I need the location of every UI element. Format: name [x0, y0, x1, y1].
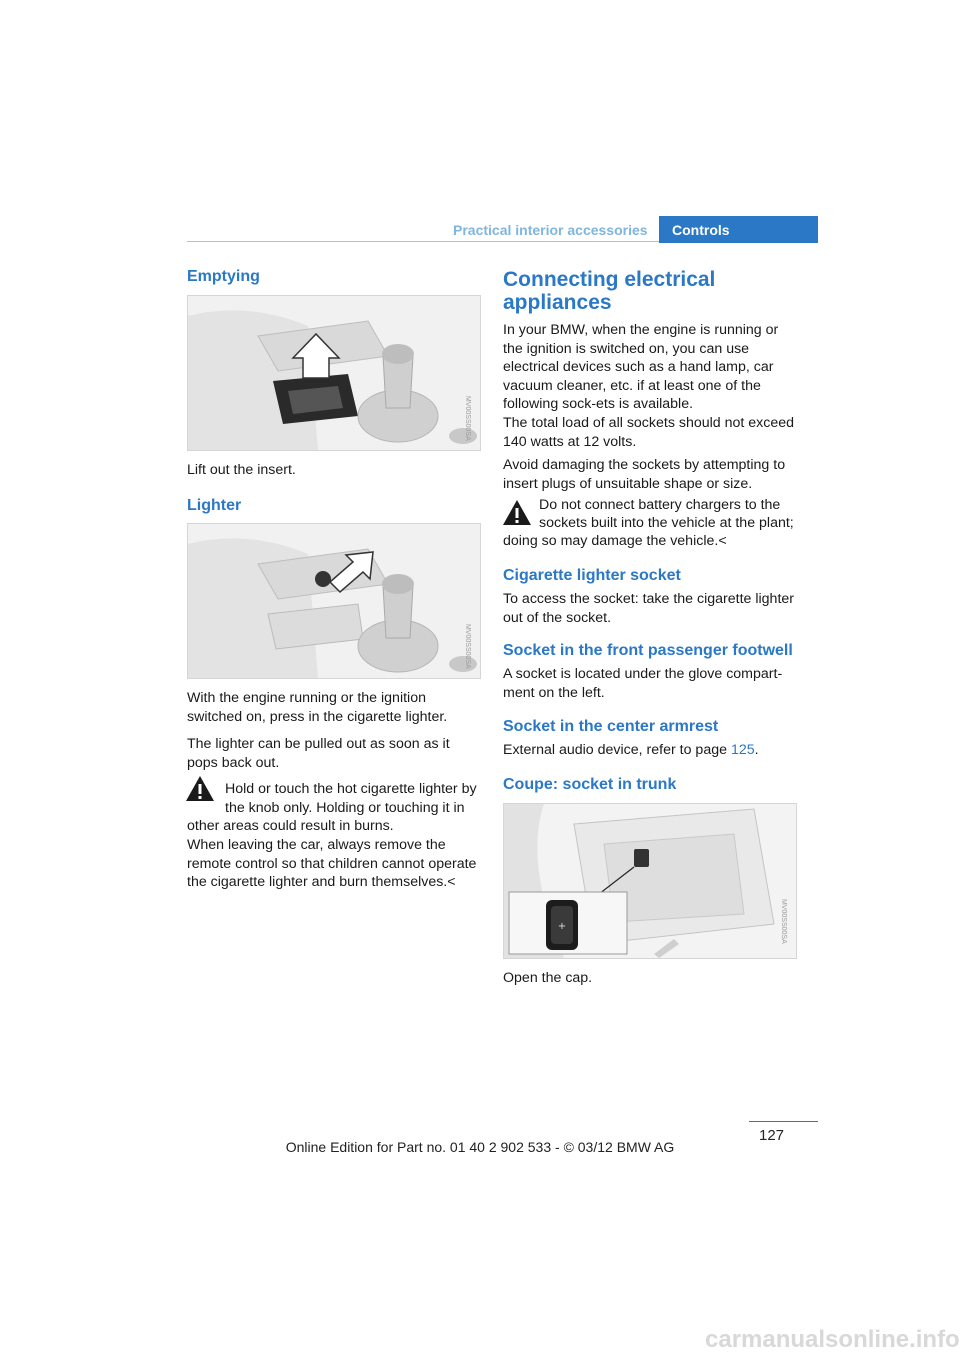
- plugs-paragraph: Avoid damaging the sockets by attempting to insert plugs of unsuitable shape or size.: [503, 457, 786, 492]
- charger-warning-line-2: sockets built into the vehicle at the plant;: [539, 515, 794, 531]
- trunk-caption: Open the cap.: [503, 970, 593, 986]
- lighter-paragraph-1: With the engine running or the ignition switched on, press in the cigarette lighter.: [187, 690, 448, 725]
- lighter-heading: Lighter: [187, 497, 242, 514]
- armrest-socket-text: [503, 741, 799, 760]
- emptying-figure: [187, 295, 481, 451]
- cigarette-socket-heading: Cigarette lighter socket: [503, 567, 681, 584]
- cigarette-socket-text: To access the socket: take the cigarette lighter out of the socket.: [503, 591, 794, 626]
- armrest-socket-heading: Socket in the center armrest: [503, 718, 719, 735]
- figure-code: MV00SS00SA: [780, 899, 787, 944]
- armrest-period: .: [754, 742, 759, 758]
- header-chapter-tab: Controls: [659, 216, 818, 243]
- lighter-warning-p2-text: When leaving the car, always remove the remote control so that children cannot operate the cigarette lighter and burn themselves.: [187, 837, 477, 890]
- watermark-logo: carmanualsonline.info: [705, 1326, 960, 1353]
- warning-icon: [502, 499, 532, 526]
- charger-warning-line-1: Do not connect battery chargers to the: [539, 497, 781, 513]
- lighter-paragraph-2: The lighter can be pulled out as soon as it pops back out.: [187, 736, 450, 771]
- lighter-warning-line-2: the knob only. Holding or touching it in: [225, 800, 465, 816]
- charger-warning-text: [503, 532, 799, 551]
- main-heading: [503, 268, 799, 314]
- lighter-figure: [187, 523, 481, 679]
- figure-code: MV00SS00SA: [464, 624, 471, 669]
- trunk-socket-heading: Coupe: socket in trunk: [503, 776, 677, 793]
- svg-text:+: +: [557, 921, 567, 932]
- header-rule: [187, 241, 659, 242]
- trunk-figure: [503, 803, 797, 959]
- warning-icon: [185, 775, 215, 802]
- page-number-rule: [749, 1121, 818, 1122]
- footwell-socket-heading: Socket in the front passenger footwell: [503, 642, 793, 659]
- emptying-caption: Lift out the insert.: [187, 462, 296, 478]
- edition-footer: Online Edition for Part no. 01 40 2 902 533 - © 03/12 BMW AG: [285, 1139, 675, 1155]
- charger-warning-rest: doing so may damage the vehicle.: [503, 533, 719, 549]
- main-heading-line-2: appliances: [503, 291, 612, 314]
- page-125-link[interactable]: 125: [730, 742, 755, 758]
- lighter-warning-paragraph-2: [187, 836, 482, 892]
- page-number: 127: [759, 1127, 785, 1144]
- end-mark: <: [718, 533, 727, 549]
- intro-paragraph: In your BMW, when the engine is running or the ignition is switched on, you can use electrical devices such as a hand lamp, car vacuum cleaner, etc. if at least one of the following sock-ets is available.: [503, 322, 779, 412]
- footwell-socket-text: A socket is located under the glove compart-ment on the left.: [503, 666, 783, 701]
- armrest-text: External audio device, refer to page: [503, 742, 731, 758]
- load-paragraph: The total load of all sockets should not exceed 140 watts at 12 volts.: [503, 415, 795, 450]
- end-mark: <: [447, 874, 456, 890]
- header-section-title: Practical interior accessories: [453, 222, 648, 238]
- figure-code: MV00SS00SA: [464, 396, 471, 441]
- main-heading-line-1: Connecting electrical: [503, 268, 716, 291]
- lighter-warning-text: other areas could result in burns.: [187, 818, 394, 834]
- lighter-warning-line-1: Hold or touch the hot cigarette lighter by: [225, 781, 477, 797]
- emptying-heading: Emptying: [187, 268, 260, 285]
